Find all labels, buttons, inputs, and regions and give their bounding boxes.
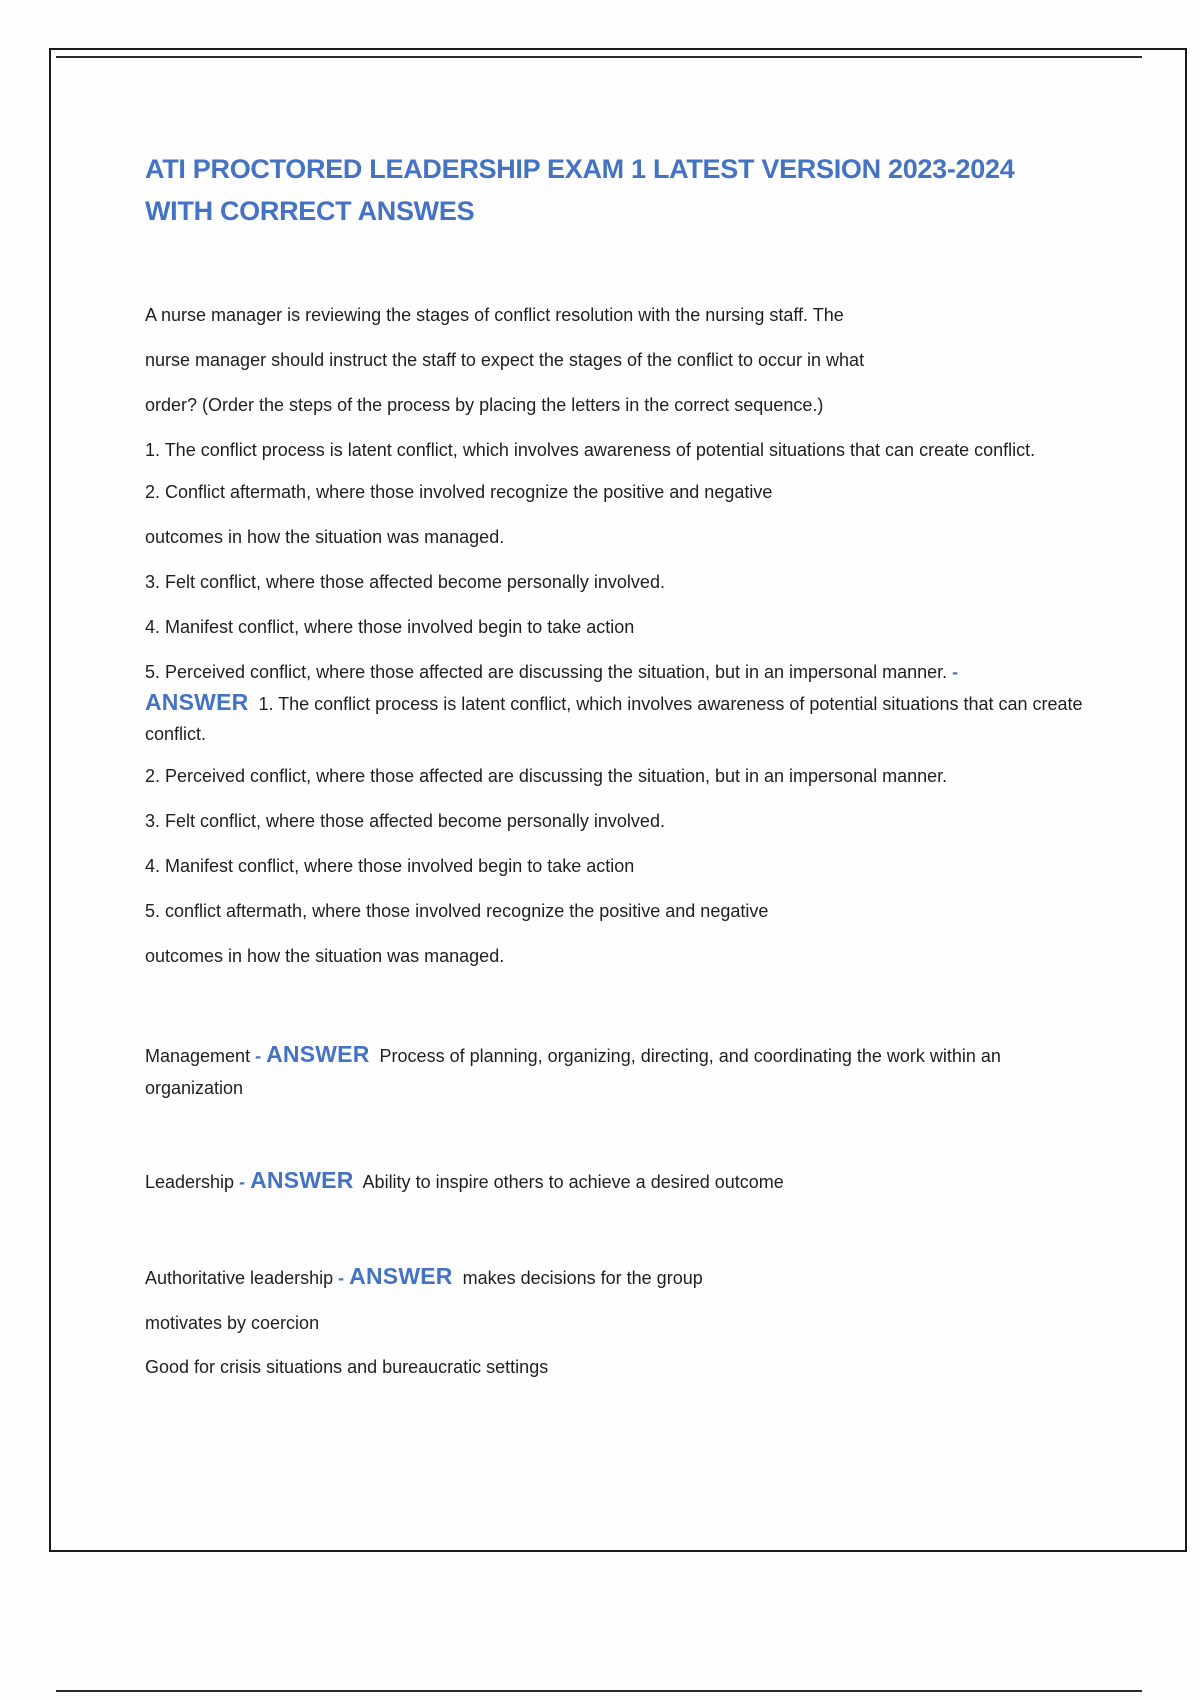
title-line-2: WITH CORRECT ANSWES	[145, 196, 475, 226]
question-option: 4. Manifest conflict, where those involved begin to take action	[145, 617, 635, 637]
question-option: outcomes in how the situation was managed.	[145, 527, 505, 547]
question-option: 1. The conflict process is latent conflict, which involves awareness of potential situations that can create conflict.	[145, 440, 1036, 460]
title-line-1: ATI PROCTORED LEADERSHIP EXAM 1 LATEST VERSION 2023-2024	[145, 154, 1015, 184]
bottom-rule-divider	[56, 1690, 1142, 1692]
question-prompt-line: order? (Order the steps of the process by placing the letters in the correct sequence.)	[145, 395, 824, 415]
answer-dash: -	[952, 662, 959, 682]
answer-line: 2. Perceived conflict, where those affected are discussing the situation, but in an impersonal manner.	[145, 766, 948, 786]
definition-term: Authoritative leadership	[145, 1268, 334, 1288]
answer-line: 4. Manifest conflict, where those involved begin to take action	[145, 856, 635, 876]
answer-line: outcomes in how the situation was managed.	[145, 946, 505, 966]
question-prompt-line: nurse manager should instruct the staff to expect the stages of the conflict to occur in what	[145, 350, 865, 370]
question-option: 3. Felt conflict, where those affected become personally involved.	[145, 572, 665, 592]
answer-text: 1. The conflict process is latent conflict, which involves awareness of potential situations that can create conflict.	[145, 694, 1083, 744]
definition-answer: Ability to inspire others to achieve a desired outcome	[362, 1172, 784, 1192]
definition-authoritative-leadership	[145, 1260, 1090, 1382]
definition-term: Management	[145, 1046, 251, 1066]
question-prompt-line: A nurse manager is reviewing the stages of conflict resolution with the nursing staff. The	[145, 305, 844, 325]
document-title	[145, 148, 1090, 232]
question-option-with-answer	[145, 657, 1090, 749]
answer-label: ANSWER	[145, 689, 249, 715]
definition-leadership	[145, 1164, 1090, 1198]
answer-label: ANSWER	[349, 1263, 453, 1289]
question-option: 2. Conflict aftermath, where those involved recognize the positive and negative	[145, 482, 773, 502]
definition-term: Leadership	[145, 1172, 235, 1192]
answer-label: ANSWER	[250, 1167, 354, 1193]
definition-detail: motivates by coercion	[145, 1313, 320, 1333]
definition-answer: makes decisions for the group	[462, 1268, 703, 1288]
answer-line: 5. conflict aftermath, where those involved recognize the positive and negative	[145, 901, 769, 921]
question-option: 5. Perceived conflict, where those affected are discussing the situation, but in an impersonal manner.	[145, 662, 948, 682]
answer-line: 3. Felt conflict, where those affected become personally involved.	[145, 811, 665, 831]
definition-management	[145, 1038, 1090, 1104]
answer-dash: -	[255, 1046, 262, 1066]
question-conflict-stages	[145, 300, 1090, 971]
definition-detail: Good for crisis situations and bureaucratic settings	[145, 1357, 549, 1377]
document-content	[145, 148, 1090, 1382]
answer-dash: -	[239, 1172, 246, 1192]
answer-label: ANSWER	[266, 1041, 370, 1067]
definition-answer: Process of planning, organizing, directing, and coordinating the work within an organization	[145, 1046, 1001, 1098]
top-rule-divider	[56, 56, 1142, 58]
answer-dash: -	[338, 1268, 345, 1288]
